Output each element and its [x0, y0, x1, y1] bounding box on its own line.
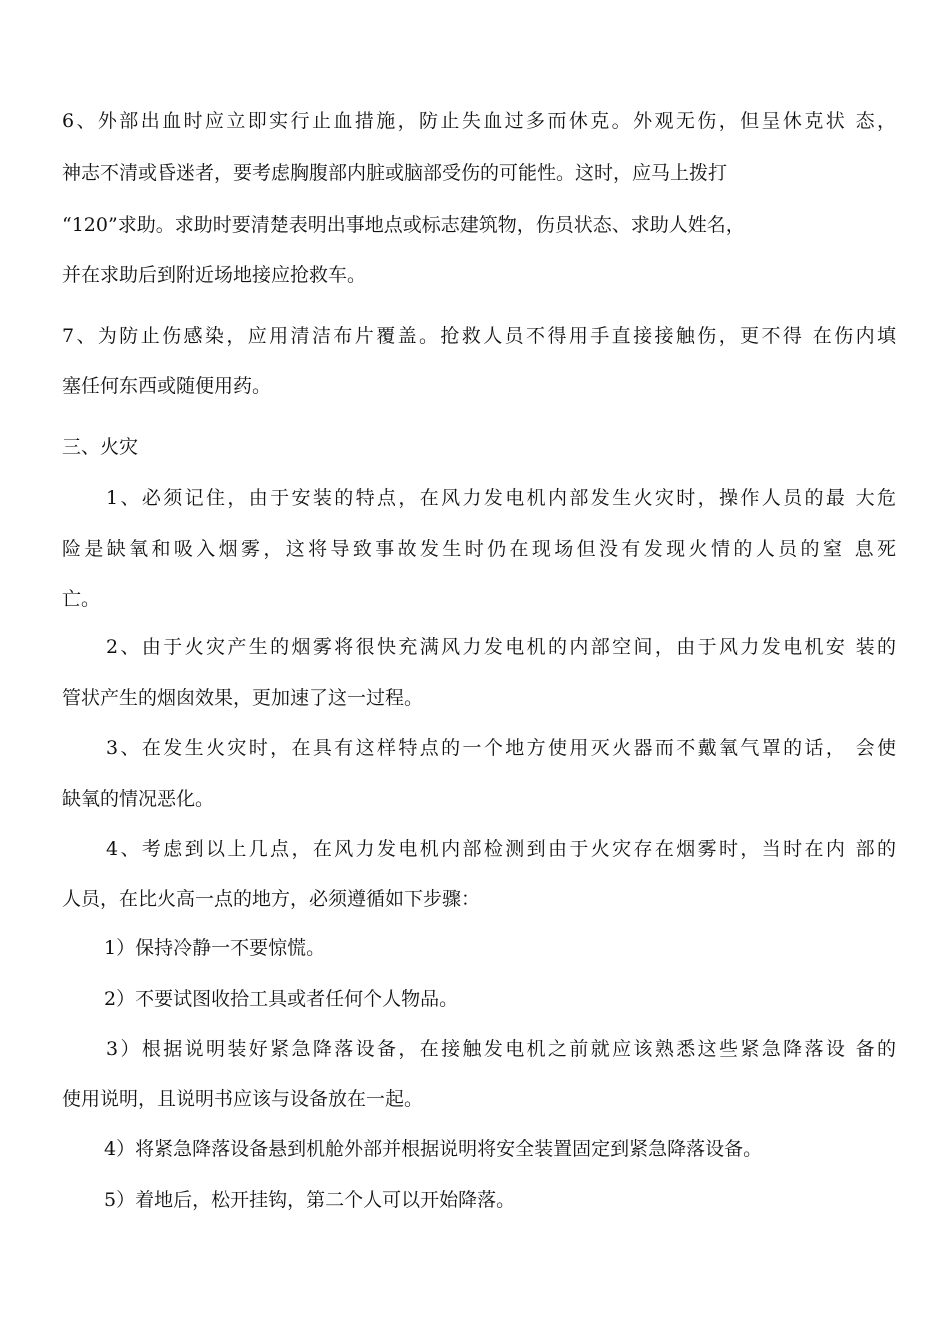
para-7-line-2: 塞任何东西或随便用药。	[62, 375, 272, 397]
fire-item-1-line-3: 亡。	[62, 588, 101, 610]
para-6-line-2: 神志不清或昏迷者，要考虑胸腹部内脏或脑部受伤的可能性。这时，应马上拨打	[62, 162, 728, 184]
para-6-line-3: “120”求助。求助时要清楚表明出事地点或标志建筑物，伤员状态、求助人姓名，	[62, 214, 745, 236]
fire-item-3-line-1: 3、在发生火灾时，在具有这样特点的一个地方使用灭火器而不戴氧气罩的话， 会使	[106, 737, 896, 759]
fire-item-2-line-2: 管状产生的烟囱效果，更加速了这一过程。	[62, 687, 424, 709]
section-heading-fire: 三、火灾	[62, 436, 139, 458]
step-3-line-1: 3）根据说明装好紧急降落设备，在接触发电机之前就应该熟悉这些紧急降落设 备的	[106, 1038, 896, 1060]
para-7-line-1: 7、为防止伤感染，应用清洁布片覆盖。抢救人员不得用手直接接触伤，更不得 在伤内填	[62, 325, 896, 347]
fire-item-4-line-2: 人员，在比火高一点的地方，必须遵循如下步骤：	[62, 888, 481, 910]
step-2: 2）不要试图收拾工具或者任何个人物品。	[104, 988, 459, 1010]
step-4: 4）将紧急降落设备悬到机舱外部并根据说明将安全装置固定到紧急降落设备。	[104, 1138, 763, 1160]
step-5: 5）着地后，松开挂钩，第二个人可以开始降落。	[104, 1189, 516, 1211]
para-6-line-4: 并在求助后到附近场地接应抢救车。	[62, 264, 367, 286]
fire-item-1-line-2: 险是缺氧和吸入烟雾，这将导致事故发生时仍在现场但没有发现火情的人员的窒 息死	[62, 538, 896, 560]
para-6-line-1: 6、外部出血时应立即实行止血措施，防止失血过多而休克。外观无伤，但呈休克状 态，	[62, 110, 896, 132]
fire-item-2-line-1: 2、由于火灾产生的烟雾将很快充满风力发电机的内部空间，由于风力发电机安 装的	[106, 636, 896, 658]
fire-item-4-line-1: 4、考虑到以上几点，在风力发电机内部检测到由于火灾存在烟雾时，当时在内 部的	[106, 838, 896, 860]
fire-item-3-line-2: 缺氧的情况恶化。	[62, 788, 215, 810]
fire-item-1-line-1: 1、必须记住，由于安装的特点，在风力发电机内部发生火灾时，操作人员的最 大危	[106, 487, 896, 509]
step-3-line-2: 使用说明，且说明书应该与设备放在一起。	[62, 1088, 424, 1110]
step-1: 1）保持冷静一不要惊慌。	[104, 937, 326, 959]
